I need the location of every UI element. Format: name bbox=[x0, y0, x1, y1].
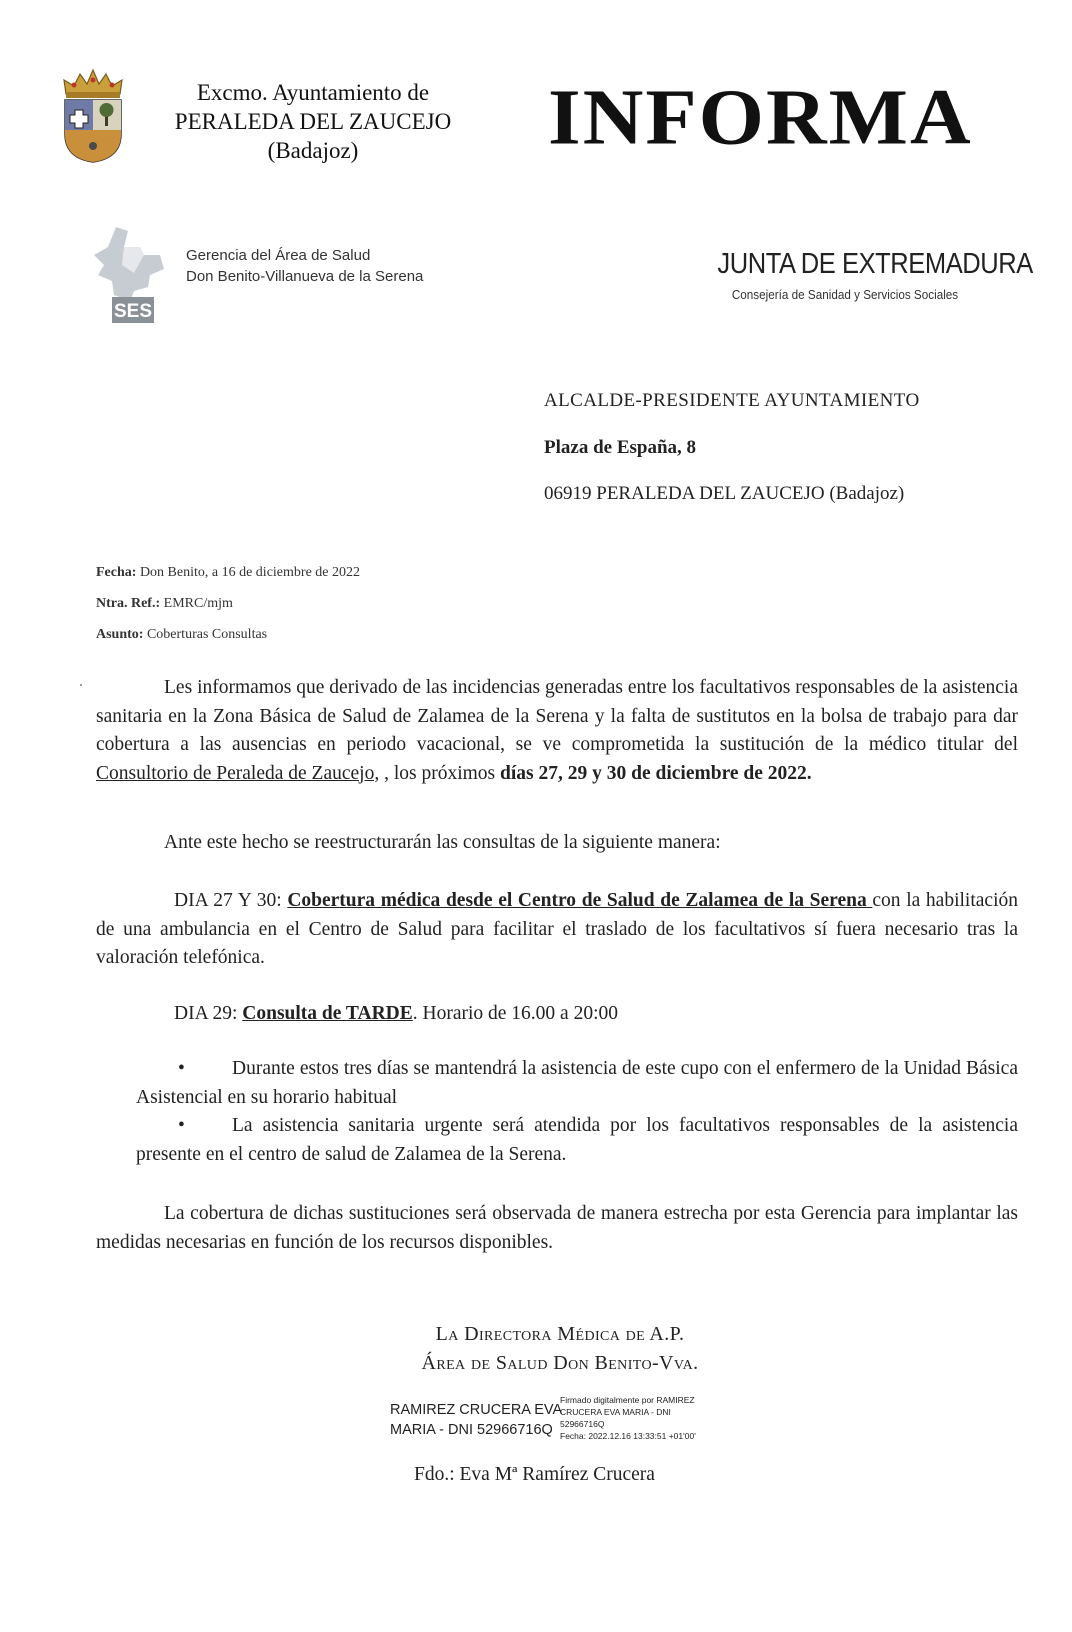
headline: INFORMA bbox=[548, 73, 973, 162]
meta-reference-label: Ntra. Ref.: bbox=[96, 596, 161, 611]
signature-name-line-1: RAMIREZ CRUCERA EVA bbox=[390, 1402, 563, 1418]
day-29-label: DIA 29 bbox=[174, 1003, 232, 1024]
recipient-city: 06919 PERALEDA DEL ZAUCEJO (Badajoz) bbox=[544, 483, 905, 504]
day-29-text: . Horario de 16.00 a 20:00 bbox=[412, 1003, 618, 1024]
digital-signature-detail bbox=[560, 1394, 696, 1442]
ses-line-1: Gerencia del Área de Salud bbox=[186, 247, 371, 264]
signer-position: La Directora Médica de A.P. bbox=[435, 1323, 685, 1345]
day-29-colon: : bbox=[231, 1003, 243, 1024]
day-27-30-text: con la habilitación de una ambulancia en el Centro de Salud para facilitar el traslado de los facultativos sí fuera necesario tras la valoración telefónica. bbox=[96, 890, 1018, 968]
signature-detail-line-2: CRUCERA EVA MARIA - DNI bbox=[560, 1407, 671, 1417]
scan-speck bbox=[80, 684, 82, 686]
recipient-title: ALCALDE-PRESIDENTE AYUNTAMIENTO bbox=[544, 390, 920, 411]
paragraph-intro-text-b: , los próximos bbox=[379, 762, 501, 784]
list-item bbox=[136, 1112, 1018, 1169]
signature-detail-line-4: Fecha: 2022.12.16 13:33:51 +01'00' bbox=[560, 1431, 696, 1441]
paragraph-day-27-30 bbox=[96, 887, 1018, 973]
paragraph-intro-text-a: Les informamos que derivado de las incidencias generadas entre los facultativos responsables de la asistencia sanitaria en la Zona Básica de Salud de Zalamea de la Serena y la falta de sustitutos en la bolsa de trabajo para dar cobertura a las ausencias en periodo vacacional, se ve comprometida la sustitución de la médico titular del bbox=[96, 677, 1018, 755]
paragraph-day-29 bbox=[96, 1000, 1018, 1029]
junta-title: JUNTA DE EXTREMADURA bbox=[717, 248, 1033, 280]
meta-subject-value: Coberturas Consultas bbox=[143, 627, 268, 642]
bullet-icon: • bbox=[178, 1115, 185, 1136]
recipient-street: Plaza de España, 8 bbox=[544, 437, 697, 458]
bullet-icon: • bbox=[178, 1058, 185, 1079]
consultorio-name: Consultorio de Peraleda de Zaucejo, bbox=[96, 762, 380, 784]
affected-dates: días 27, 29 y 30 de diciembre de 2022. bbox=[500, 762, 812, 784]
list-item bbox=[136, 1055, 1018, 1112]
list-item-text: La asistencia sanitaria urgente será atendida por los facultativos responsables de la asistencia presente en el centro de salud de Zalamea de la Serena. bbox=[136, 1115, 1018, 1165]
junta-logo bbox=[700, 248, 1033, 302]
signature-detail-line-3: 52966716Q bbox=[560, 1419, 605, 1429]
junta-subtitle: Consejería de Sanidad y Servicios Sociales bbox=[731, 287, 959, 302]
meta-date-value: Don Benito, a 16 de diciembre de 2022 bbox=[136, 565, 360, 580]
meta-reference-value: EMRC/mjm bbox=[160, 596, 233, 611]
signer-title bbox=[300, 1320, 820, 1378]
day-27-30-coverage: Cobertura médica desde el Centro de Salud de Zalamea de la Serena bbox=[287, 890, 873, 911]
meta-subject-label: Asunto: bbox=[96, 627, 144, 642]
ses-logo-text: SES bbox=[113, 301, 153, 322]
list-item-text: Durante estos tres días se mantendrá la asistencia de este cupo con el enfermero de la Unidad Básica Asistencial en su horario habitual bbox=[136, 1058, 1018, 1108]
municipality-line-1: Excmo. Ayuntamiento de bbox=[196, 80, 430, 105]
bullet-list bbox=[136, 1055, 1018, 1169]
signer-area: Área de Salud Don Benito-Vva. bbox=[421, 1352, 699, 1374]
ses-line-2: Don Benito-Villanueva de la Serena bbox=[186, 268, 424, 285]
ses-department bbox=[186, 245, 423, 287]
coat-of-arms-icon bbox=[60, 66, 126, 164]
digital-signature-name bbox=[390, 1400, 562, 1440]
ses-logo-icon bbox=[94, 225, 170, 325]
paragraph-intro bbox=[96, 674, 1018, 788]
municipality-name: PERALEDA DEL ZAUCEJO bbox=[174, 109, 452, 134]
municipality-block bbox=[150, 78, 476, 165]
meta-date bbox=[96, 565, 360, 581]
paragraph-closing: La cobertura de dichas sustituciones será observada de manera estrecha por esta Gerencia para implantar las medidas necesarias en función de los recursos disponibles. bbox=[96, 1203, 1018, 1253]
meta-reference bbox=[96, 596, 233, 612]
signed-by: Fdo.: Eva Mª Ramírez Crucera bbox=[414, 1464, 655, 1485]
day-27-30-label: DIA 27 Y 30 bbox=[174, 890, 277, 911]
paragraph-restructure: Ante este hecho se reestructurarán las consultas de la siguiente manera: bbox=[164, 832, 721, 853]
day-27-30-colon: : bbox=[276, 890, 288, 911]
day-29-coverage: Consulta de TARDE bbox=[242, 1003, 413, 1024]
signature-name-line-2: MARIA - DNI 52966716Q bbox=[390, 1422, 553, 1438]
meta-subject bbox=[96, 627, 267, 643]
municipality-province: (Badajoz) bbox=[267, 138, 359, 163]
signature-detail-line-1: Firmado digitalmente por RAMIREZ bbox=[560, 1395, 695, 1405]
meta-date-label: Fecha: bbox=[96, 565, 137, 580]
